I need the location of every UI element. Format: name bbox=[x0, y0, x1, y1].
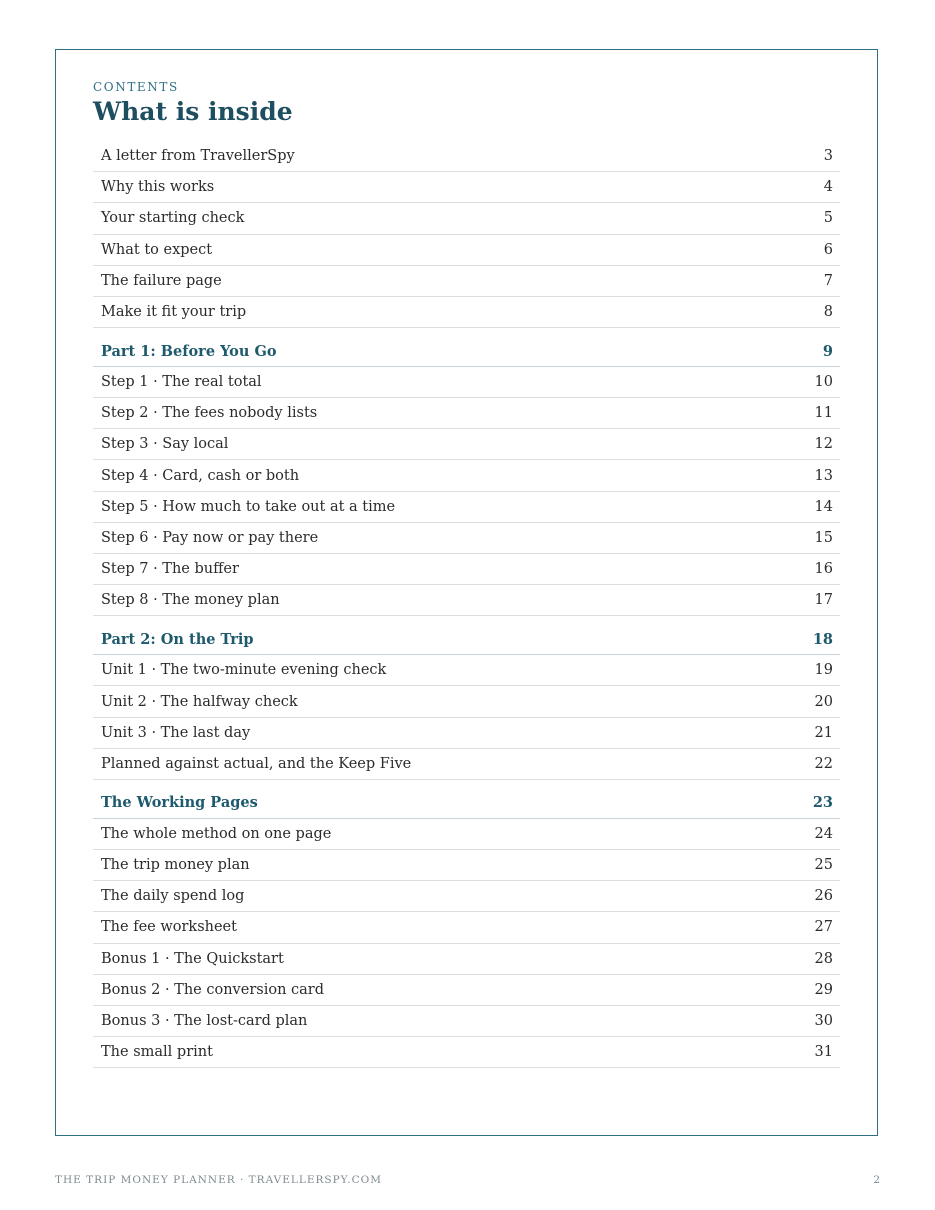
toc-entry-page: 14 bbox=[814, 498, 833, 515]
table-of-contents bbox=[93, 141, 840, 1068]
toc-entry[interactable] bbox=[93, 912, 840, 943]
toc-entry-page: 4 bbox=[823, 179, 833, 196]
toc-entry-page: 26 bbox=[814, 888, 833, 905]
toc-entry-page: 24 bbox=[814, 825, 833, 842]
toc-entry[interactable] bbox=[93, 554, 840, 585]
toc-entry-page: 16 bbox=[814, 561, 833, 578]
footer-title: THE TRIP MONEY PLANNER · TRAVELLERSPY.COM bbox=[55, 1174, 382, 1186]
toc-entry-page: 5 bbox=[823, 210, 833, 227]
toc-entry-title: Your starting check bbox=[101, 210, 245, 227]
toc-entry-title: Unit 3 · The last day bbox=[101, 724, 251, 741]
toc-entry-page: 3 bbox=[823, 148, 833, 165]
toc-entry-title: Step 5 · How much to take out at a time bbox=[101, 498, 396, 515]
toc-entry-page: 27 bbox=[814, 919, 833, 936]
toc-entry-page: 17 bbox=[814, 592, 833, 609]
toc-entry-page: 11 bbox=[814, 405, 833, 422]
footer-page-number: 2 bbox=[873, 1174, 880, 1186]
toc-entry-page: 31 bbox=[814, 1044, 833, 1061]
toc-entry-title: The daily spend log bbox=[101, 888, 245, 905]
toc-entry[interactable] bbox=[93, 975, 840, 1006]
toc-entry-title: A letter from TravellerSpy bbox=[101, 148, 295, 165]
toc-entry-title: Step 1 · The real total bbox=[101, 374, 262, 391]
toc-entry[interactable] bbox=[93, 655, 840, 686]
toc-entry[interactable] bbox=[93, 819, 840, 850]
toc-entry[interactable] bbox=[93, 266, 840, 297]
toc-part-heading[interactable] bbox=[93, 616, 840, 655]
toc-entry[interactable] bbox=[93, 141, 840, 172]
toc-entry-page: 30 bbox=[814, 1012, 833, 1029]
toc-entry[interactable] bbox=[93, 686, 840, 717]
toc-entry-page: 9 bbox=[822, 342, 833, 360]
toc-entry-title: Unit 2 · The halfway check bbox=[101, 693, 298, 710]
toc-entry-title: Planned against actual, and the Keep Five bbox=[101, 755, 412, 772]
page-title: What is inside bbox=[93, 97, 293, 126]
toc-entry-title: Step 3 · Say local bbox=[101, 436, 229, 453]
toc-entry-page: 20 bbox=[814, 693, 833, 710]
toc-entry-title: The failure page bbox=[101, 272, 222, 289]
toc-entry[interactable] bbox=[93, 235, 840, 266]
toc-entry-title: Bonus 1 · The Quickstart bbox=[101, 950, 284, 967]
toc-entry-title: Step 2 · The fees nobody lists bbox=[101, 405, 318, 422]
toc-entry-title: The trip money plan bbox=[101, 857, 250, 874]
toc-entry-page: 8 bbox=[823, 304, 833, 321]
toc-entry-page: 28 bbox=[814, 950, 833, 967]
toc-entry-page: 15 bbox=[814, 529, 833, 546]
toc-entry-title: Step 8 · The money plan bbox=[101, 592, 280, 609]
toc-entry-title: The small print bbox=[101, 1044, 213, 1061]
toc-entry[interactable] bbox=[93, 523, 840, 554]
toc-entry-title: Make it fit your trip bbox=[101, 304, 247, 321]
toc-entry-page: 13 bbox=[814, 467, 833, 484]
toc-entry[interactable] bbox=[93, 1006, 840, 1037]
toc-entry-page: 22 bbox=[814, 755, 833, 772]
toc-entry-page: 12 bbox=[814, 436, 833, 453]
toc-entry[interactable] bbox=[93, 749, 840, 780]
toc-entry-title: Bonus 2 · The conversion card bbox=[101, 981, 324, 998]
toc-entry[interactable] bbox=[93, 881, 840, 912]
toc-entry[interactable] bbox=[93, 944, 840, 975]
toc-entry[interactable] bbox=[93, 492, 840, 523]
toc-entry-page: 23 bbox=[812, 794, 833, 812]
toc-entry[interactable] bbox=[93, 297, 840, 328]
toc-entry-title: The whole method on one page bbox=[101, 825, 332, 842]
toc-entry-title: Step 4 · Card, cash or both bbox=[101, 467, 300, 484]
toc-entry[interactable] bbox=[93, 850, 840, 881]
toc-entry-page: 10 bbox=[814, 374, 833, 391]
toc-entry[interactable] bbox=[93, 429, 840, 460]
toc-entry[interactable] bbox=[93, 585, 840, 616]
toc-part-heading[interactable] bbox=[93, 328, 840, 367]
toc-entry-title: Bonus 3 · The lost-card plan bbox=[101, 1012, 308, 1029]
toc-entry-page: 7 bbox=[823, 272, 833, 289]
toc-entry[interactable] bbox=[93, 1037, 840, 1068]
toc-entry[interactable] bbox=[93, 718, 840, 749]
toc-entry[interactable] bbox=[93, 172, 840, 203]
toc-entry-title: Part 2: On the Trip bbox=[101, 630, 254, 648]
toc-entry-page: 21 bbox=[814, 724, 833, 741]
toc-entry-title: The fee worksheet bbox=[101, 919, 237, 936]
toc-entry-page: 29 bbox=[814, 981, 833, 998]
toc-part-heading[interactable] bbox=[93, 780, 840, 819]
toc-entry[interactable] bbox=[93, 398, 840, 429]
toc-entry-page: 6 bbox=[823, 241, 833, 258]
toc-entry-title: Why this works bbox=[101, 179, 215, 196]
toc-entry[interactable] bbox=[93, 460, 840, 491]
toc-entry[interactable] bbox=[93, 203, 840, 234]
toc-entry-page: 18 bbox=[812, 630, 833, 648]
toc-entry-title: What to expect bbox=[101, 241, 213, 258]
toc-entry-title: The Working Pages bbox=[101, 794, 258, 812]
toc-entry-page: 25 bbox=[814, 857, 833, 874]
toc-entry-page: 19 bbox=[814, 662, 833, 679]
toc-entry-title: Unit 1 · The two-minute evening check bbox=[101, 662, 387, 679]
toc-entry-title: Step 6 · Pay now or pay there bbox=[101, 529, 319, 546]
toc-entry-title: Part 1: Before You Go bbox=[101, 342, 277, 360]
toc-entry-title: Step 7 · The buffer bbox=[101, 561, 239, 578]
toc-entry[interactable] bbox=[93, 367, 840, 398]
section-eyebrow: CONTENTS bbox=[93, 80, 179, 94]
